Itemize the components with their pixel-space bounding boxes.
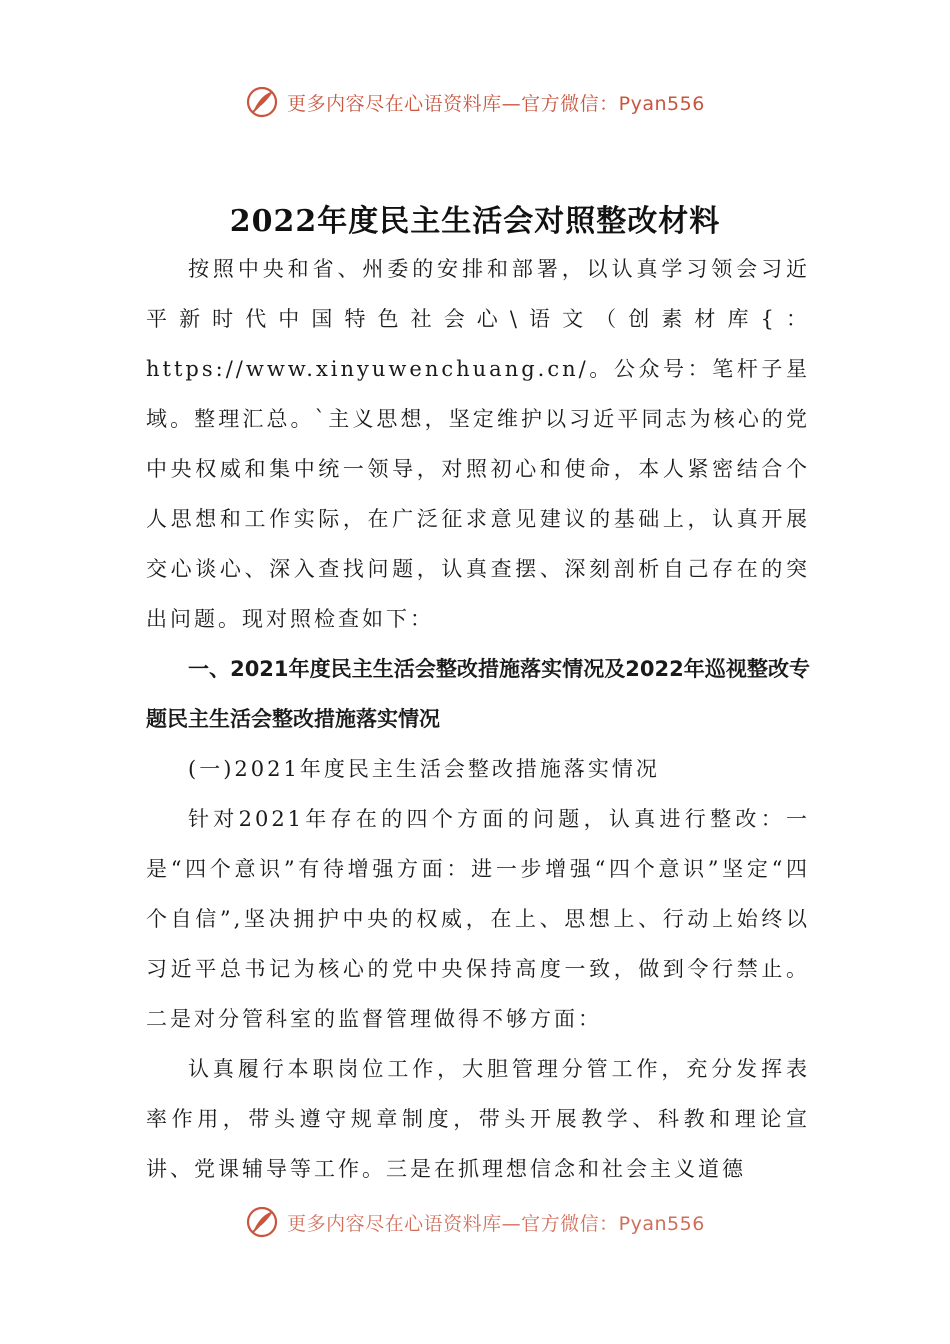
watermark-text: 更多内容尽在心语资料库—官方微信：Pyan556 [287,92,705,115]
watermark-header [0,80,950,124]
document-body [146,244,810,1194]
subsection-heading: (一)2021年度民主生活会整改措施落实情况 [188,757,660,781]
feather-pen-icon [245,1205,279,1239]
watermark-text: 更多内容尽在心语资料库—官方微信：Pyan556 [287,1212,705,1235]
paragraph-intro: 按照中央和省、州委的安排和部署，以认真学习领会习近平新时代中国特色社会心\语文（创素材库{：https://www.xinyuwenchuang.cn/。公众号：笔杆子星域。整理汇总。`主义思想，坚定维护以习近平同志为核心的党中央权威和集中统一领导，对照初心和使命，本人紧密结合个人思想和工作实际，在广泛征求意见建议的基础上，认真开展交心谈心、深入查找问题，认真查摆、深刻剖析自己存在的突出问题。现对照检查如下： [146,257,810,631]
paragraph-rectification: 针对2021年存在的四个方面的问题，认真进行整改：一是“四个意识”有待增强方面：进一步增强“四个意识”坚定“四个自信”,坚决拥护中央的权威，在上、思想上、行动上始终以习近平总书记为核心的党中央保持高度一致，做到令行禁止。二是对分管科室的监督管理做得不够方面： [146,807,810,1031]
paragraph-duties: 认真履行本职岗位工作，大胆管理分管工作，充分发挥表率作用，带头遵守规章制度，带头开展教学、科教和理论宣讲、党课辅导等工作。三是在抓理想信念和社会主义道德 [146,1057,810,1181]
watermark-footer [0,1202,950,1242]
page-title: 2022年度民主生活会对照整改材料 [229,204,721,239]
section-heading: 一、2021年度民主生活会整改措施落实情况及2022年巡视整改专题民主生活会整改措施落实情况 [146,657,810,731]
feather-pen-icon [245,85,279,119]
